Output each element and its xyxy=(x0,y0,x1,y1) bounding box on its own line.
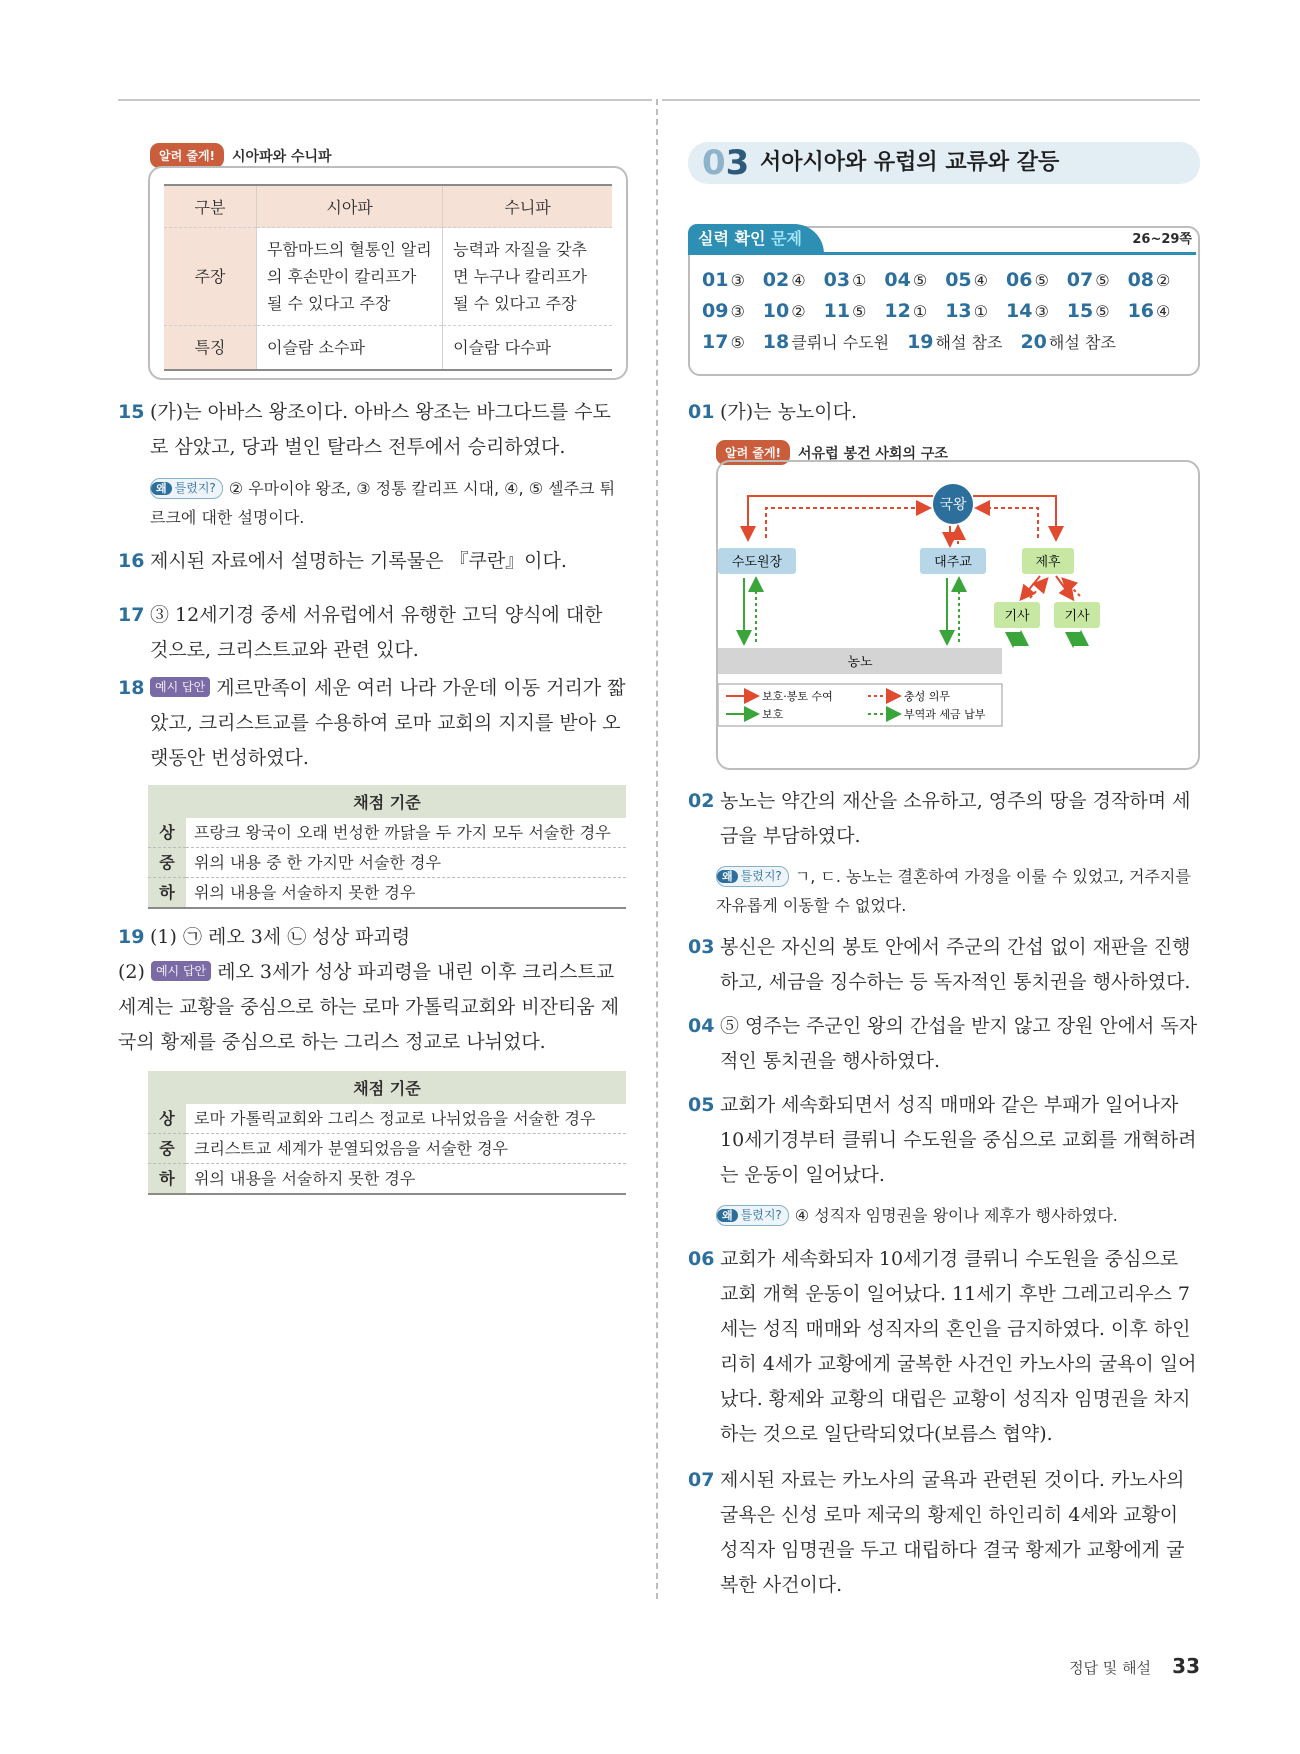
grading-title: 채점 기준 xyxy=(148,785,626,818)
table-row xyxy=(148,1104,626,1134)
top-rule-left xyxy=(118,99,652,101)
answer-key-item xyxy=(1020,330,1115,353)
king-label: 국왕 xyxy=(939,497,967,513)
answer-r06 xyxy=(688,1242,1200,1452)
page-number: 33 xyxy=(1172,1654,1200,1678)
answer-key-row xyxy=(702,264,1192,295)
answer-key-number: 05 xyxy=(945,268,972,291)
table-cell: 무함마드의 혈통인 알리의 후손만이 칼리프가 될 수 있다고 주장 xyxy=(257,228,443,326)
legend-item: 보호·봉토 수여 xyxy=(762,690,833,703)
answer-key-number: 03 xyxy=(823,268,851,291)
section-number: 03 xyxy=(702,143,750,183)
wrong-note-05 xyxy=(716,1201,1200,1230)
answer-key-item xyxy=(945,269,988,291)
grade-level: 중 xyxy=(148,1134,186,1164)
diagram-svg xyxy=(718,462,1198,768)
lord-label: 제후 xyxy=(1035,555,1061,570)
question-number: 02 xyxy=(688,790,715,812)
grade-text: 위의 내용을 서술하지 못한 경우 xyxy=(186,1164,626,1195)
answer-key-choice: ⑤ xyxy=(852,301,867,321)
why-wrong-tag: 왜 틀렸지? xyxy=(150,478,223,499)
answer-key-choice: 클뤼니 수도원 xyxy=(791,333,890,352)
grade-level: 중 xyxy=(148,848,186,878)
answer-text: 교회가 세속화되면서 성직 매매와 같은 부패가 일어나자 10세기경부터 클뤼니 수도원을 중심으로 교회를 개혁하려는 운동이 일어났다. xyxy=(720,1094,1197,1186)
answer-key-item xyxy=(824,300,867,322)
table-cell: 능력과 자질을 갖추면 누구나 칼리프가 될 수 있다고 주장 xyxy=(453,240,587,313)
answer-key-item xyxy=(763,269,806,291)
row-header: 주장 xyxy=(164,228,257,326)
question-number: 17 xyxy=(118,604,145,626)
answer-key-number: 16 xyxy=(1127,299,1155,322)
answer-key-choice: ① xyxy=(912,301,928,321)
answer-key-choice: ① xyxy=(973,301,988,321)
answer-key-choice: ⑤ xyxy=(730,332,745,352)
answer-part-2-prefix: (2) xyxy=(118,961,145,983)
answer-key-item xyxy=(884,300,927,322)
answer-key-number: 14 xyxy=(1005,299,1033,322)
answer-key-choice: ① xyxy=(852,270,867,290)
answer-key-number: 13 xyxy=(945,299,972,322)
grade-level: 하 xyxy=(148,1164,186,1195)
tip-title: 시아파와 수니파 xyxy=(232,148,332,165)
answer-key-number: 09 xyxy=(702,299,729,322)
why-wrong-tag: 왜 틀렸지? xyxy=(716,866,789,887)
answer-text: 레오 3세가 성상 파괴령을 내린 이후 크리스트교 세계는 교황을 중심으로 하는 로마 가톨릭교회와 비잔티움 제국의 황제를 중심으로 하는 그리스 정교로 나뉘었다. xyxy=(118,961,620,1053)
answer-text: 제시된 자료는 카노사의 굴욕과 관련된 것이다. 카노사의 굴욕은 신성 로마 제국의 황제인 하인리히 4세와 교황이 성직자 임명권을 두고 대립하다 결국 황제가 교황에게 굴복한 사건이다. xyxy=(720,1469,1185,1596)
note-text: ② 우마이야 왕조, ③ 정통 칼리프 시대, ④, ⑤ 셀주크 튀르크에 대한 설명이다. xyxy=(150,479,616,527)
table-header: 시아파 xyxy=(257,185,443,228)
example-answer-badge: 예시 답안 xyxy=(150,677,210,697)
legend-item: 부역과 세금 납부 xyxy=(904,708,986,721)
answer-key-choice: ⑤ xyxy=(1095,270,1110,290)
answer-r07 xyxy=(688,1463,1200,1603)
grade-text: 프랑크 왕국이 오래 번성한 까닭을 두 가지 모두 서술한 경우 xyxy=(186,818,626,848)
answer-text: (가)는 아바스 왕조이다. 아바스 왕조는 바그다드를 수도로 삼았고, 당과 벌인 탈라스 전투에서 승리하였다. xyxy=(150,401,611,458)
note-text: ㄱ, ㄷ. 농노는 결혼하여 가정을 이룰 수 있었고, 거주지를 자유롭게 이동할 수 없었다. xyxy=(716,867,1191,915)
answer-key-number: 12 xyxy=(884,299,911,322)
footer-label: 정답 및 해설 xyxy=(1069,1659,1152,1677)
section-title: 서아시아와 유럽의 교류와 갈등 xyxy=(760,150,1060,175)
answer-17 xyxy=(118,598,626,668)
answer-key-number: 07 xyxy=(1066,268,1094,291)
question-number: 05 xyxy=(688,1094,715,1116)
question-number: 04 xyxy=(688,1015,715,1037)
bishop-label: 대주교 xyxy=(934,555,972,570)
answer-key-item xyxy=(1006,300,1049,322)
table-row xyxy=(148,1134,626,1164)
answer-key-number: 02 xyxy=(762,268,790,291)
answer-text: 농노는 약간의 재산을 소유하고, 영주의 땅을 경작하며 세금을 부담하였다. xyxy=(720,790,1191,847)
answer-key-item xyxy=(702,300,745,322)
knight-label: 기사 xyxy=(1004,609,1030,624)
row-header: 특징 xyxy=(164,326,257,371)
example-answer-badge: 예시 답안 xyxy=(151,961,211,981)
grade-level: 상 xyxy=(148,1104,186,1134)
answer-r04 xyxy=(688,1009,1200,1079)
answer-text: (가)는 농노이다. xyxy=(720,401,858,423)
answer-text: 교회가 세속화되자 10세기경 클뤼니 수도원을 중심으로 교회 개혁 운동이 일어났다. 11세기 후반 그레고리우스 7세는 성직 매매와 성직자의 혼인을 금지하였다. 이후 하인리히 4세가 교황에게 굴복한 사건인 카노사의 굴욕이 일어났다. 황제와 교황의 대립은 교황이 성직자 임명권을 차지하는 것으로 일단락되었다(보름스 협약). xyxy=(720,1248,1197,1445)
wrong-note-15 xyxy=(150,474,626,532)
feudal-structure-diagram xyxy=(716,460,1200,770)
section-header xyxy=(688,142,1200,184)
answer-key-choice: ⑤ xyxy=(1095,301,1110,321)
column-separator xyxy=(656,99,658,1599)
question-number: 18 xyxy=(118,677,145,699)
table-header: 구분 xyxy=(164,185,257,228)
answer-r01 xyxy=(688,395,1200,430)
table-cell: 이슬람 다수파 xyxy=(453,338,551,357)
table-row xyxy=(148,848,626,878)
legend-item: 충성 의무 xyxy=(904,690,951,703)
answer-key-number: 06 xyxy=(1005,268,1033,291)
tip-box xyxy=(148,166,628,380)
answer-key-item xyxy=(702,331,745,353)
answer-key-grid xyxy=(702,264,1192,357)
answer-key-item xyxy=(824,269,867,291)
legend-item: 보호 xyxy=(762,708,784,721)
serf-label: 농노 xyxy=(847,655,873,670)
grade-text: 크리스트교 세계가 분열되었음을 서술한 경우 xyxy=(186,1134,626,1164)
answer-key-item xyxy=(1067,269,1110,291)
answer-key-number: 11 xyxy=(823,299,851,322)
answer-19 xyxy=(118,920,626,1060)
answer-key-item xyxy=(763,300,806,322)
answer-key-choice: ③ xyxy=(730,270,745,290)
page-range: 26~29쪽 xyxy=(1132,232,1192,247)
tip-label xyxy=(150,143,332,168)
answer-key-item xyxy=(1067,300,1110,322)
answer-text: 봉신은 자신의 봉토 안에서 주군의 간섭 없이 재판을 진행하고, 세금을 징수하는 등 독자적인 통치권을 행사하였다. xyxy=(720,936,1191,993)
answer-key-choice: ② xyxy=(791,301,806,321)
answer-key-item xyxy=(945,300,988,322)
answer-key-number: 15 xyxy=(1066,299,1094,322)
question-number: 01 xyxy=(688,401,715,423)
table-row xyxy=(164,326,612,371)
answer-18 xyxy=(118,671,626,776)
note-text: ④ 성직자 임명권을 왕이나 제후가 행사하였다. xyxy=(794,1206,1118,1225)
monk-label: 수도원장 xyxy=(731,555,783,570)
table-row xyxy=(148,818,626,848)
answer-key-choice: ② xyxy=(1156,270,1171,290)
answer-key-tab: 실력 확인 문제 xyxy=(688,224,824,254)
grade-level: 하 xyxy=(148,878,186,909)
answer-r05 xyxy=(688,1088,1200,1193)
answer-key-item xyxy=(763,330,889,353)
answer-key-choice: ③ xyxy=(1034,301,1049,321)
answer-key-number: 04 xyxy=(884,268,911,291)
answer-part-1: (1) ㉠ 레오 3세 ㉡ 성상 파괴령 xyxy=(150,926,411,948)
answer-key-item xyxy=(702,269,745,291)
answer-key-item xyxy=(907,330,1002,353)
grading-title: 채점 기준 xyxy=(148,1071,626,1104)
answer-key-choice: 해설 참조 xyxy=(1048,333,1116,352)
answer-key-number: 01 xyxy=(702,268,729,291)
table-row xyxy=(148,1164,626,1195)
answer-key-item xyxy=(1128,300,1171,322)
top-rule-right xyxy=(662,99,1200,101)
grade-text: 로마 가톨릭교회와 그리스 정교로 나뉘었음을 서술한 경우 xyxy=(186,1104,626,1134)
why-wrong-tag: 왜 틀렸지? xyxy=(716,1205,789,1226)
sect-comparison-table xyxy=(164,184,612,371)
page-footer xyxy=(1069,1654,1200,1678)
question-number: 03 xyxy=(688,936,715,958)
answer-text: 게르만족이 세운 여러 나라 가운데 이동 거리가 짧았고, 크리스트교를 수용하여 로마 교회의 지지를 받아 오랫동안 번성하였다. xyxy=(150,677,626,769)
answer-r03 xyxy=(688,930,1200,1000)
answer-text: ③ 12세기경 중세 서유럽에서 유행한 고딕 양식에 대한 것으로, 크리스트교와 관련 있다. xyxy=(150,604,603,661)
answer-key-number: 10 xyxy=(762,299,790,322)
table-row xyxy=(164,228,612,326)
table-cell: 이슬람 소수파 xyxy=(257,326,443,371)
knight-label: 기사 xyxy=(1064,609,1090,624)
answer-key-choice: ⑤ xyxy=(1034,270,1049,290)
answer-key-header xyxy=(688,224,1196,254)
wrong-note-02 xyxy=(716,862,1200,920)
table-row xyxy=(148,878,626,909)
answer-key-number: 18 xyxy=(762,331,790,353)
question-number: 19 xyxy=(118,926,145,948)
answer-key-number: 08 xyxy=(1127,268,1155,291)
tip-tag: 알려 줄게! xyxy=(716,440,790,465)
answer-key-choice: ④ xyxy=(1156,301,1171,321)
answer-key-choice: ④ xyxy=(973,270,988,290)
grade-level: 상 xyxy=(148,818,186,848)
answer-key-number: 19 xyxy=(907,331,934,353)
answer-key-number: 20 xyxy=(1020,331,1047,353)
question-number: 16 xyxy=(118,550,145,572)
answer-key-choice: ④ xyxy=(791,270,806,290)
question-number: 07 xyxy=(688,1469,715,1491)
answer-key-choice: ⑤ xyxy=(912,270,928,290)
tip-title: 서유럽 봉건 사회의 구조 xyxy=(798,445,948,462)
question-number: 15 xyxy=(118,401,145,423)
answer-key-row xyxy=(702,326,1192,357)
answer-key-item xyxy=(1128,269,1171,291)
answer-key-choice: ③ xyxy=(730,301,745,321)
answer-key-number: 17 xyxy=(702,330,729,353)
question-number: 06 xyxy=(688,1248,715,1270)
answer-text: 제시된 자료에서 설명하는 기록물은 『쿠란』이다. xyxy=(150,550,567,572)
answer-key-item xyxy=(884,269,927,291)
grading-table-18 xyxy=(148,785,626,909)
tip-tag: 알려 줄게! xyxy=(150,143,224,168)
answer-key-row xyxy=(702,295,1192,326)
answer-16 xyxy=(118,544,626,579)
grading-table-19 xyxy=(148,1071,626,1195)
grade-text: 위의 내용을 서술하지 못한 경우 xyxy=(186,878,626,909)
grade-text: 위의 내용 중 한 가지만 서술한 경우 xyxy=(186,848,626,878)
table-header: 수니파 xyxy=(443,185,612,228)
answer-text: ⑤ 영주는 주군인 왕의 간섭을 받지 않고 장원 안에서 독자적인 통치권을 행사하였다. xyxy=(720,1015,1198,1072)
answer-key-choice: 해설 참조 xyxy=(935,333,1003,352)
answer-r02 xyxy=(688,784,1200,854)
answer-15 xyxy=(118,395,626,465)
answer-key-item xyxy=(1006,269,1049,291)
tab-underline xyxy=(688,252,1196,255)
